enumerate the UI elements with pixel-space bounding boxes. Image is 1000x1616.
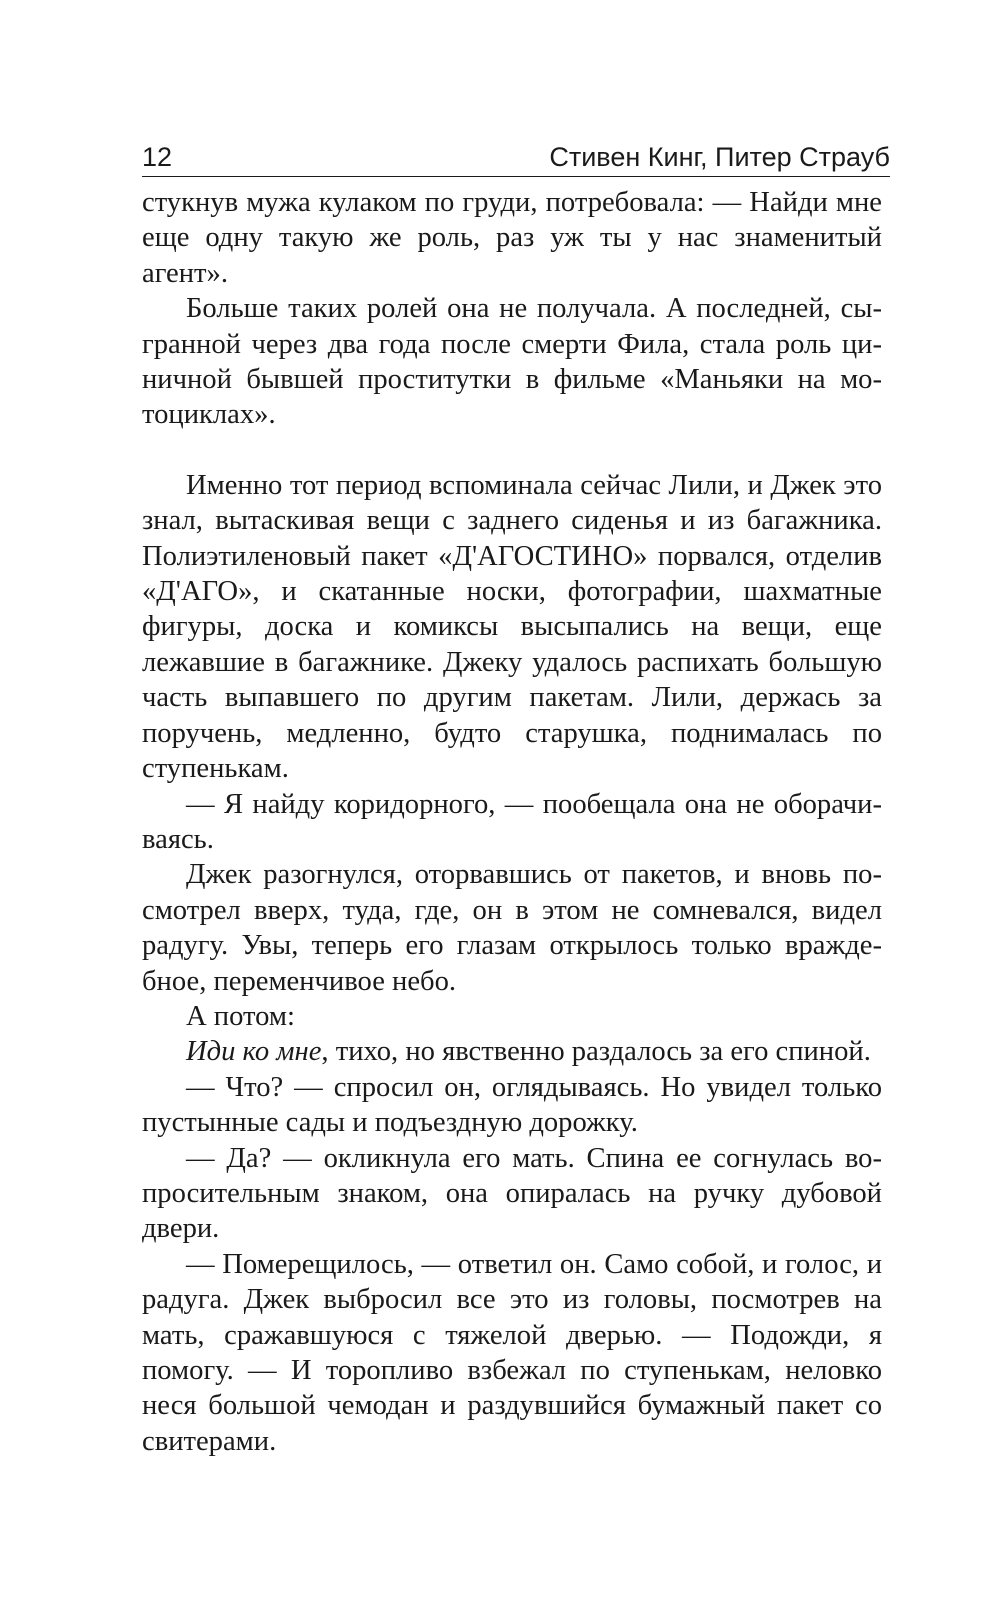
paragraph: Больше таких ролей она не получала. А последней, сыгранной через два года после смерти Фила, стала роль циничной бывшей проститутки в фильме «Маньяки на мотоциклах». xyxy=(142,293,882,431)
paragraph-text: , тихо, но явственно раздалось за его спиной. xyxy=(321,1036,871,1068)
italic-phrase: Иди ко мне xyxy=(186,1036,322,1068)
paragraph: — Что? — спросил он, оглядываясь. Но увидел только пустынные сады и подъездную дорожку. xyxy=(142,1071,882,1139)
paragraph: — Померещилось, — ответил он. Само собой, и голос, и радуга. Джек выбросил все это из головы, посмотрев на мать, сражавшуюся с тяжелой дверью. — Подожди, я помогу. — И торопливо взбежал по ступенькам, неловко неся большой чемодан и раздувшийся бумажный пакет со свитерами. xyxy=(142,1248,882,1457)
paragraph: — Да? — окликнула его мать. Спина ее согнулась вопросительным знаком, она опиралась на ручку дубовой двери. xyxy=(142,1142,882,1245)
paragraph: Джек разогнулся, оторвавшись от пакетов, и вновь посмотрел вверх, туда, где, он в этом не сомневался, видел радугу. Увы, теперь его глазам открылось только враждебное, переменчивое небо. xyxy=(142,859,882,997)
book-page xyxy=(142,140,890,1459)
paragraph: стукнув мужа кулаком по груди, потребовала: — Найди мне еще одну такую же роль, раз уж ты у нас знаменитый агент». xyxy=(142,187,882,289)
page-number: 12 xyxy=(142,142,173,172)
paragraph: Именно тот период вспоминала сейчас Лили, и Джек это знал, вытаскивая вещи с заднего сиденья и из багажника. Полиэтиленовый пакет «Д'АГОСТИНО» порвался, отделив «Д'АГО», и скатанные носки, фотографии, шахматные фигуры, доска и комиксы высыпались на вещи, еще лежавшие в багажнике. Джеку удалось распихать большую часть выпавшего по другим пакетам. Лили, держась за поручень, медленно, будто старушка, поднималась по ступенькам. xyxy=(142,469,882,785)
running-title: Стивен Кинг, Питер Страуб xyxy=(549,142,890,172)
running-head xyxy=(142,140,890,177)
body-text xyxy=(142,185,882,1459)
paragraph xyxy=(142,1034,882,1069)
paragraph: А потом: xyxy=(186,1000,295,1032)
paragraph: — Я найду коридорного, — пообещала она не оборачиваясь. xyxy=(142,788,882,855)
